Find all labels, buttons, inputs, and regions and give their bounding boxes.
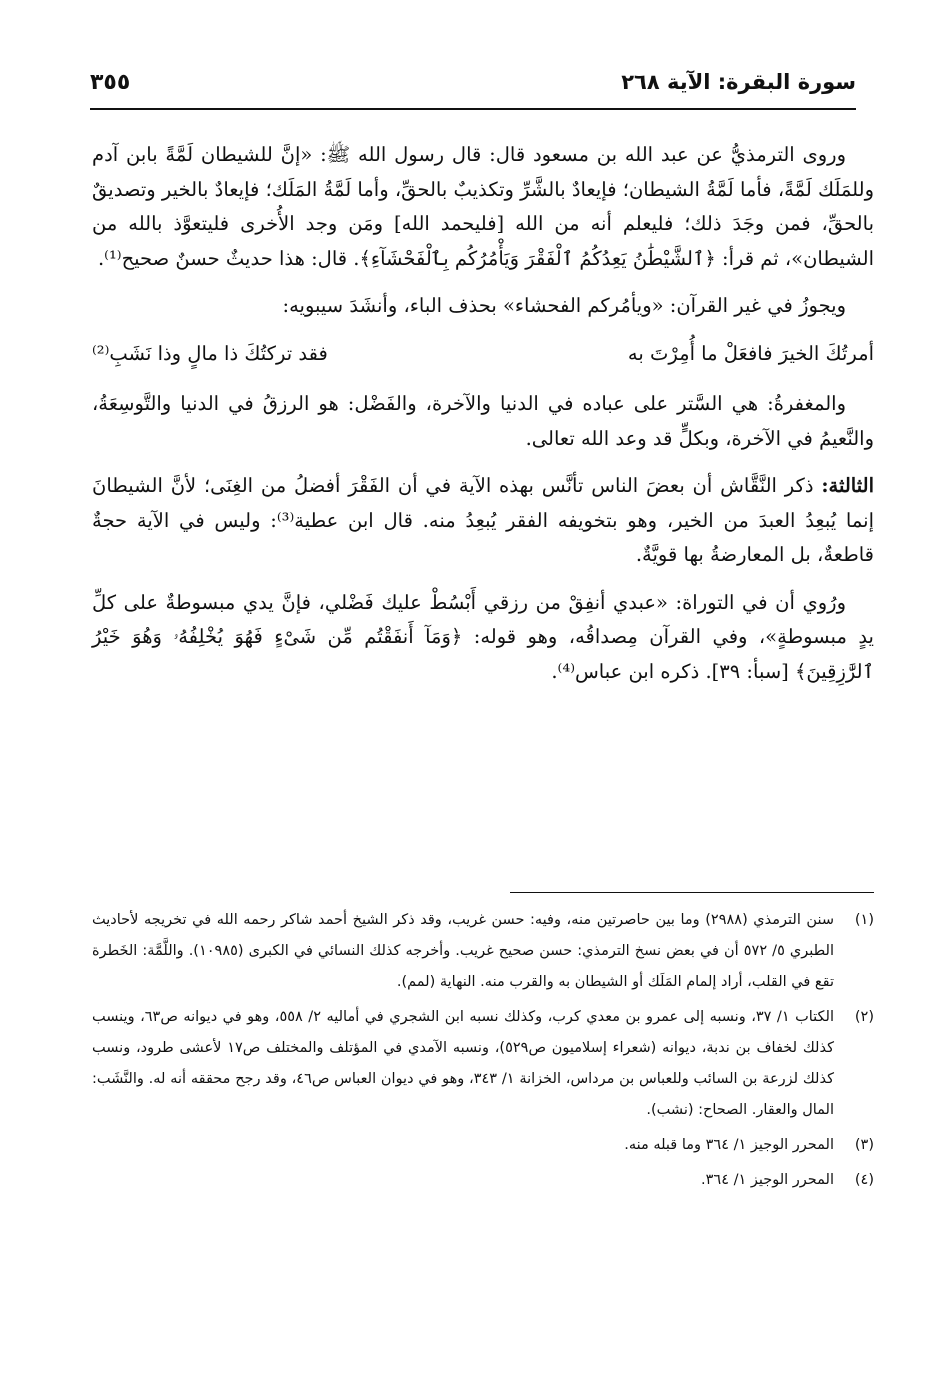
running-title: سورة البقرة: الآية ٢٦٨ [621, 70, 856, 94]
third-point-label: الثالثة: [821, 474, 874, 497]
footnote-number: (٣) [854, 1137, 874, 1153]
footnote [92, 905, 874, 998]
footnote [92, 1165, 874, 1196]
paragraph-maghfira: والمغفرةُ: هي السَّتر على عباده في الدنيا والآخرة، والفَضْل: هو الرزقُ في الدنيا والتَّوسِعَةُ، والنَّعيمُ في الآخرة، وبكلٍّ قد وعد الله تعالى. [92, 392, 874, 450]
paragraph-torah: ورُوي أن في التوراة: «عبدي أنفِقْ من رزقي أَبْسُطْ عليك فَضْلي، فإنَّ يدي مبسوطةٌ على كلِّ يدٍ مبسوطةٍ»، وفي القرآن مِصداقُه، وهو قوله: ﴿وَمَآ أَنفَقْتُم مِّن شَىْءٍ فَهُوَ يُخْلِفُهُۥ وَهُوَ خَيْرُ ٱلرَّٰزِقِينَ﴾ [سبأ: ٣٩]. ذكره ابن عباس⁽⁴⁾. [92, 590, 874, 683]
footnote-text: الكتاب ١/ ٣٧، ونسبه إلى عمرو بن معدي كرب، وكذلك نسبه ابن الشجري في أماليه ٢/ ٥٥٨، وهو في ديوانه ص٦٣، وينسب كذلك لخفاف بن ندبة، ديوانه (شعراء إسلاميون ص٥٢٩)، ونسبه الآمدي في المؤتلف والمختلف ص١٧ لأعشى طرود، ونسب كذلك لزرعة بن السائب وللعباس بن مرداس، الخزانة ١/ ٣٤٣، وهو في ديوان العباس ص٤٦، وقد رجح محققه أنه له. والنَّشَب: المال والعقار. الصحاح: (نشب). [92, 1009, 835, 1118]
verse-second-hemistich: فقد تركتُكَ ذا مالٍ وذا نَشَبِ⁽²⁾ [92, 341, 328, 365]
verse-first-hemistich: أمرتُكَ الخيرَ فافعَلْ ما أُمِرْتَ به [627, 341, 874, 365]
footnote-text: المحرر الوجيز ١/ ٣٦٤. [701, 1172, 834, 1188]
paragraph-tirmidhi-hadith: وروى الترمذيُّ عن عبد الله بن مسعود قال: قال رسول الله ﷺ: «إنَّ للشيطان لَمَّةً بابن آدم وللمَلَك لَمَّةً، فأما لَمَّةُ الشيطان؛ فإيعادٌ بالشَّرِّ وتكذيبٌ بالحقِّ، وأما لَمَّةُ المَلَك؛ فإيعادٌ بالخير وتصديقٌ بالحقِّ، فمن وجَدَ ذلك؛ فليعلم أنه من الله [فليحمد الله] ومَن وجد الأُخرى فليتعوَّذ بالله من الشيطان»، ثم قرأ: ﴿ٱلشَّيْطَٰنُ يَعِدُكُمُ ٱلْفَقْرَ وَيَأْمُرُكُم بِٱلْفَحْشَآءِ﴾. قال: هذا حديثٌ حسنٌ صحيح⁽¹⁾. [92, 143, 874, 270]
footnote-number: (١) [854, 912, 874, 928]
page-number: ٣٥٥ [90, 70, 131, 95]
footnote-divider [510, 892, 874, 893]
footnote-text: سنن الترمذي (٢٩٨٨) وما بين حاصرتين منه، وفيه: حسن غريب، وقد ذكر الشيخ أحمد شاكر رحمه الله في تخريجه لأحاديث الطبري ٥/ ٥٧٢ أن في بعض نسخ الترمذي: حسن صحيح غريب. وأخرجه كذلك النسائي في الكبرى (١٠٩٨٥). واللَّمَّة: الخَطرة تقع في القلب، أراد إلمام المَلَك أو الشيطان به والقرب منه. النهاية (لمم). [92, 912, 834, 990]
third-point-text: ذكر النَّقَّاش أن بعضَ الناس تأنَّس بهذه الآية في أن الفَقْرَ أفضلُ من الغِنَى؛ لأنَّ الشيطانَ إنما يُبعِدُ العبدَ من الخير، وهو بتخويفه الفقر يُبعِدُ منه. قال ابن عطية⁽³⁾: وليس في الآية حجةٌ قاطعةٌ، بل المعارضةُ بها قويَّةٌ. [92, 474, 874, 566]
page-header [90, 62, 856, 108]
poetry-verse [92, 337, 874, 372]
footnote [92, 1130, 874, 1161]
header-divider [90, 108, 856, 110]
footnotes [92, 905, 874, 1200]
paragraph-third-point [92, 469, 874, 573]
paragraph-grammar-note: ويجوزُ في غير القرآن: «ويأمُركم الفحشاء» بحذف الباء، وأنشَدَ سيبويه: [282, 294, 846, 317]
main-text [92, 138, 874, 702]
footnote-number: (٤) [854, 1172, 874, 1188]
footnote-number: (٢) [854, 1009, 874, 1025]
footnote [92, 1002, 874, 1126]
footnote-text: المحرر الوجيز ١/ ٣٦٤ وما قبله منه. [624, 1137, 834, 1153]
